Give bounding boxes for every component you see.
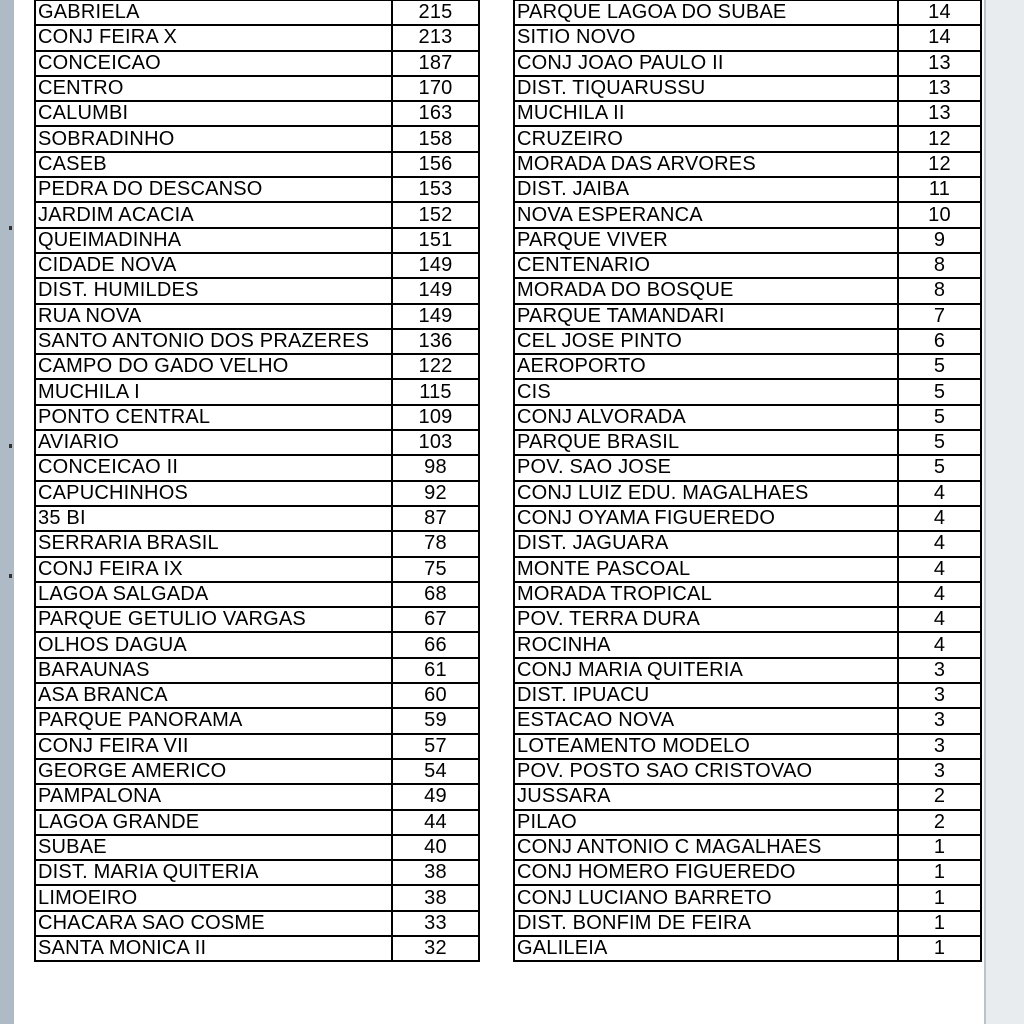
case-count: 4 xyxy=(898,607,981,632)
table-row xyxy=(514,759,981,784)
neighborhood-name: NOVA ESPERANCA xyxy=(514,202,898,227)
neighborhood-name: LOTEAMENTO MODELO xyxy=(514,734,898,759)
case-count: 78 xyxy=(392,531,479,556)
table-row xyxy=(514,557,981,582)
neighborhood-name: CONJ FEIRA VII xyxy=(35,734,392,759)
neighborhood-name: CHACARA SAO COSME xyxy=(35,911,392,936)
table-row xyxy=(35,506,479,531)
table-row xyxy=(514,708,981,733)
neighborhood-name: DIST. HUMILDES xyxy=(35,278,392,303)
neighborhood-name: SOBRADINHO xyxy=(35,126,392,151)
neighborhood-name: CALUMBI xyxy=(35,101,392,126)
table-row xyxy=(35,810,479,835)
case-count: 14 xyxy=(898,0,981,25)
table-row xyxy=(35,51,479,76)
neighborhood-name: PAMPALONA xyxy=(35,784,392,809)
neighborhood-name: PILAO xyxy=(514,810,898,835)
table-row xyxy=(35,126,479,151)
neighborhood-name: POV. SAO JOSE xyxy=(514,455,898,480)
case-count: 54 xyxy=(392,759,479,784)
neighborhood-name: JUSSARA xyxy=(514,784,898,809)
case-count: 5 xyxy=(898,430,981,455)
table-row xyxy=(35,177,479,202)
right-table-body xyxy=(514,0,981,961)
case-count: 149 xyxy=(392,278,479,303)
neighborhood-name: MORADA DO BOSQUE xyxy=(514,278,898,303)
table-row xyxy=(35,152,479,177)
table-row xyxy=(514,354,981,379)
case-count: 2 xyxy=(898,784,981,809)
neighborhood-name: SERRARIA BRASIL xyxy=(35,531,392,556)
case-count: 75 xyxy=(392,557,479,582)
table-row xyxy=(514,25,981,50)
case-count: 215 xyxy=(392,0,479,25)
neighborhood-name: POV. POSTO SAO CRISTOVAO xyxy=(514,759,898,784)
table-row xyxy=(514,101,981,126)
neighborhood-name: CONJ FEIRA X xyxy=(35,25,392,50)
case-count: 153 xyxy=(392,177,479,202)
case-count: 66 xyxy=(392,632,479,657)
table-row xyxy=(514,202,981,227)
table-row xyxy=(35,278,479,303)
neighborhood-name: ROCINHA xyxy=(514,632,898,657)
case-count: 10 xyxy=(898,202,981,227)
case-count: 3 xyxy=(898,708,981,733)
table-row xyxy=(35,481,479,506)
case-count: 170 xyxy=(392,76,479,101)
case-count: 3 xyxy=(898,759,981,784)
case-count: 67 xyxy=(392,607,479,632)
case-count: 12 xyxy=(898,152,981,177)
table-row xyxy=(35,76,479,101)
case-count: 87 xyxy=(392,506,479,531)
neighborhood-name: SITIO NOVO xyxy=(514,25,898,50)
neighborhood-name: LIMOEIRO xyxy=(35,885,392,910)
case-count: 38 xyxy=(392,860,479,885)
case-count: 3 xyxy=(898,658,981,683)
table-row xyxy=(35,329,479,354)
case-count: 5 xyxy=(898,379,981,404)
neighborhood-name: ASA BRANCA xyxy=(35,683,392,708)
table-row xyxy=(35,734,479,759)
neighborhood-name: DIST. JAIBA xyxy=(514,177,898,202)
case-count: 1 xyxy=(898,835,981,860)
table-row xyxy=(514,253,981,278)
case-count: 163 xyxy=(392,101,479,126)
table-row xyxy=(514,177,981,202)
table-row xyxy=(514,506,981,531)
case-count: 8 xyxy=(898,278,981,303)
right-neighborhood-table xyxy=(513,0,982,962)
case-count: 4 xyxy=(898,531,981,556)
table-row xyxy=(514,607,981,632)
case-count: 92 xyxy=(392,481,479,506)
table-row xyxy=(514,734,981,759)
neighborhood-name: CONJ JOAO PAULO II xyxy=(514,51,898,76)
case-count: 4 xyxy=(898,506,981,531)
neighborhood-name: CONJ MARIA QUITERIA xyxy=(514,658,898,683)
neighborhood-name: CONJ LUCIANO BARRETO xyxy=(514,885,898,910)
neighborhood-name: CASEB xyxy=(35,152,392,177)
neighborhood-name: CIDADE NOVA xyxy=(35,253,392,278)
case-count: 33 xyxy=(392,911,479,936)
neighborhood-name: ESTACAO NOVA xyxy=(514,708,898,733)
case-count: 152 xyxy=(392,202,479,227)
table-row xyxy=(514,0,981,25)
neighborhood-name: DIST. MARIA QUITERIA xyxy=(35,860,392,885)
table-row xyxy=(35,228,479,253)
neighborhood-name: PARQUE PANORAMA xyxy=(35,708,392,733)
case-count: 4 xyxy=(898,582,981,607)
table-row xyxy=(35,25,479,50)
neighborhood-name: SANTO ANTONIO DOS PRAZERES xyxy=(35,329,392,354)
case-count: 156 xyxy=(392,152,479,177)
left-neighborhood-table xyxy=(34,0,480,962)
case-count: 68 xyxy=(392,582,479,607)
table-row xyxy=(514,632,981,657)
table-row xyxy=(35,582,479,607)
case-count: 149 xyxy=(392,304,479,329)
table-row xyxy=(35,202,479,227)
table-row xyxy=(514,126,981,151)
table-row xyxy=(514,152,981,177)
neighborhood-name: DIST. BONFIM DE FEIRA xyxy=(514,911,898,936)
table-row xyxy=(514,658,981,683)
table-row xyxy=(514,51,981,76)
case-count: 49 xyxy=(392,784,479,809)
table-row xyxy=(514,531,981,556)
case-count: 7 xyxy=(898,304,981,329)
neighborhood-name: BARAUNAS xyxy=(35,658,392,683)
edge-mark xyxy=(9,444,12,448)
table-row xyxy=(35,658,479,683)
neighborhood-name: QUEIMADINHA xyxy=(35,228,392,253)
table-row xyxy=(35,304,479,329)
neighborhood-name: CONCEICAO II xyxy=(35,455,392,480)
neighborhood-name: OLHOS DAGUA xyxy=(35,632,392,657)
table-row xyxy=(514,405,981,430)
table-row xyxy=(514,228,981,253)
table-row xyxy=(514,430,981,455)
case-count: 98 xyxy=(392,455,479,480)
neighborhood-name: CIS xyxy=(514,379,898,404)
neighborhood-name: CONJ HOMERO FIGUEREDO xyxy=(514,860,898,885)
case-count: 60 xyxy=(392,683,479,708)
neighborhood-name: CONJ ANTONIO C MAGALHAES xyxy=(514,835,898,860)
case-count: 57 xyxy=(392,734,479,759)
table-row xyxy=(35,0,479,25)
table-row xyxy=(35,531,479,556)
table-row xyxy=(35,632,479,657)
case-count: 4 xyxy=(898,632,981,657)
table-row xyxy=(35,379,479,404)
table-row xyxy=(514,379,981,404)
case-count: 3 xyxy=(898,734,981,759)
case-count: 1 xyxy=(898,885,981,910)
case-count: 13 xyxy=(898,51,981,76)
neighborhood-name: MUCHILA II xyxy=(514,101,898,126)
neighborhood-name: CONJ ALVORADA xyxy=(514,405,898,430)
table-row xyxy=(514,278,981,303)
case-count: 3 xyxy=(898,683,981,708)
neighborhood-name: PARQUE GETULIO VARGAS xyxy=(35,607,392,632)
case-count: 5 xyxy=(898,354,981,379)
case-count: 13 xyxy=(898,76,981,101)
left-table-body xyxy=(35,0,479,961)
case-count: 11 xyxy=(898,177,981,202)
edge-mark xyxy=(9,574,12,578)
neighborhood-name: PARQUE LAGOA DO SUBAE xyxy=(514,0,898,25)
case-count: 6 xyxy=(898,329,981,354)
case-count: 38 xyxy=(392,885,479,910)
document-page xyxy=(14,0,984,1024)
neighborhood-name: PONTO CENTRAL xyxy=(35,405,392,430)
neighborhood-name: SUBAE xyxy=(35,835,392,860)
neighborhood-name: GALILEIA xyxy=(514,936,898,961)
neighborhood-name: LAGOA GRANDE xyxy=(35,810,392,835)
neighborhood-name: PARQUE BRASIL xyxy=(514,430,898,455)
neighborhood-name: CONCEICAO xyxy=(35,51,392,76)
table-row xyxy=(35,455,479,480)
neighborhood-name: AEROPORTO xyxy=(514,354,898,379)
case-count: 8 xyxy=(898,253,981,278)
neighborhood-name: RUA NOVA xyxy=(35,304,392,329)
neighborhood-name: SANTA MONICA II xyxy=(35,936,392,961)
table-row xyxy=(514,582,981,607)
neighborhood-name: GEORGE AMERICO xyxy=(35,759,392,784)
case-count: 59 xyxy=(392,708,479,733)
table-row xyxy=(514,683,981,708)
table-row xyxy=(514,76,981,101)
case-count: 115 xyxy=(392,379,479,404)
neighborhood-name: MORADA TROPICAL xyxy=(514,582,898,607)
edge-mark xyxy=(9,226,12,230)
right-window-edge xyxy=(984,0,1024,1024)
table-row xyxy=(514,860,981,885)
neighborhood-name: MONTE PASCOAL xyxy=(514,557,898,582)
case-count: 122 xyxy=(392,354,479,379)
table-row xyxy=(35,708,479,733)
case-count: 109 xyxy=(392,405,479,430)
table-row xyxy=(514,835,981,860)
case-count: 1 xyxy=(898,911,981,936)
neighborhood-name: MUCHILA I xyxy=(35,379,392,404)
neighborhood-name: DIST. TIQUARUSSU xyxy=(514,76,898,101)
neighborhood-name: LAGOA SALGADA xyxy=(35,582,392,607)
neighborhood-name: CONJ LUIZ EDU. MAGALHAES xyxy=(514,481,898,506)
table-row xyxy=(514,911,981,936)
table-row xyxy=(35,101,479,126)
neighborhood-name: PARQUE VIVER xyxy=(514,228,898,253)
neighborhood-name: GABRIELA xyxy=(35,0,392,25)
neighborhood-name: CENTENARIO xyxy=(514,253,898,278)
table-row xyxy=(35,430,479,455)
case-count: 5 xyxy=(898,455,981,480)
table-row xyxy=(514,810,981,835)
neighborhood-name: PEDRA DO DESCANSO xyxy=(35,177,392,202)
neighborhood-name: 35 BI xyxy=(35,506,392,531)
neighborhood-name: MORADA DAS ARVORES xyxy=(514,152,898,177)
table-row xyxy=(514,885,981,910)
case-count: 40 xyxy=(392,835,479,860)
case-count: 32 xyxy=(392,936,479,961)
table-row xyxy=(35,936,479,961)
neighborhood-name: CEL JOSE PINTO xyxy=(514,329,898,354)
case-count: 213 xyxy=(392,25,479,50)
table-row xyxy=(514,481,981,506)
case-count: 187 xyxy=(392,51,479,76)
table-row xyxy=(35,759,479,784)
case-count: 158 xyxy=(392,126,479,151)
table-row xyxy=(514,936,981,961)
neighborhood-name: AVIARIO xyxy=(35,430,392,455)
neighborhood-name: PARQUE TAMANDARI xyxy=(514,304,898,329)
neighborhood-name: CONJ FEIRA IX xyxy=(35,557,392,582)
case-count: 4 xyxy=(898,481,981,506)
case-count: 103 xyxy=(392,430,479,455)
left-window-edge xyxy=(0,0,14,1024)
neighborhood-name: CAPUCHINHOS xyxy=(35,481,392,506)
case-count: 2 xyxy=(898,810,981,835)
table-row xyxy=(35,557,479,582)
table-row xyxy=(35,607,479,632)
table-row xyxy=(514,329,981,354)
table-row xyxy=(514,304,981,329)
case-count: 1 xyxy=(898,860,981,885)
neighborhood-name: CENTRO xyxy=(35,76,392,101)
table-row xyxy=(35,683,479,708)
case-count: 13 xyxy=(898,101,981,126)
case-count: 149 xyxy=(392,253,479,278)
table-row xyxy=(35,405,479,430)
case-count: 9 xyxy=(898,228,981,253)
case-count: 5 xyxy=(898,405,981,430)
table-row xyxy=(35,784,479,809)
table-row xyxy=(35,835,479,860)
neighborhood-name: CRUZEIRO xyxy=(514,126,898,151)
case-count: 12 xyxy=(898,126,981,151)
neighborhood-name: CONJ OYAMA FIGUEREDO xyxy=(514,506,898,531)
case-count: 44 xyxy=(392,810,479,835)
case-count: 61 xyxy=(392,658,479,683)
case-count: 14 xyxy=(898,25,981,50)
neighborhood-name: POV. TERRA DURA xyxy=(514,607,898,632)
table-row xyxy=(35,885,479,910)
case-count: 1 xyxy=(898,936,981,961)
case-count: 4 xyxy=(898,557,981,582)
table-row xyxy=(514,784,981,809)
neighborhood-name: DIST. IPUACU xyxy=(514,683,898,708)
table-row xyxy=(35,354,479,379)
table-row xyxy=(35,911,479,936)
case-count: 151 xyxy=(392,228,479,253)
table-row xyxy=(35,253,479,278)
table-row xyxy=(35,860,479,885)
neighborhood-name: JARDIM ACACIA xyxy=(35,202,392,227)
neighborhood-name: DIST. JAGUARA xyxy=(514,531,898,556)
case-count: 136 xyxy=(392,329,479,354)
table-row xyxy=(514,455,981,480)
neighborhood-name: CAMPO DO GADO VELHO xyxy=(35,354,392,379)
